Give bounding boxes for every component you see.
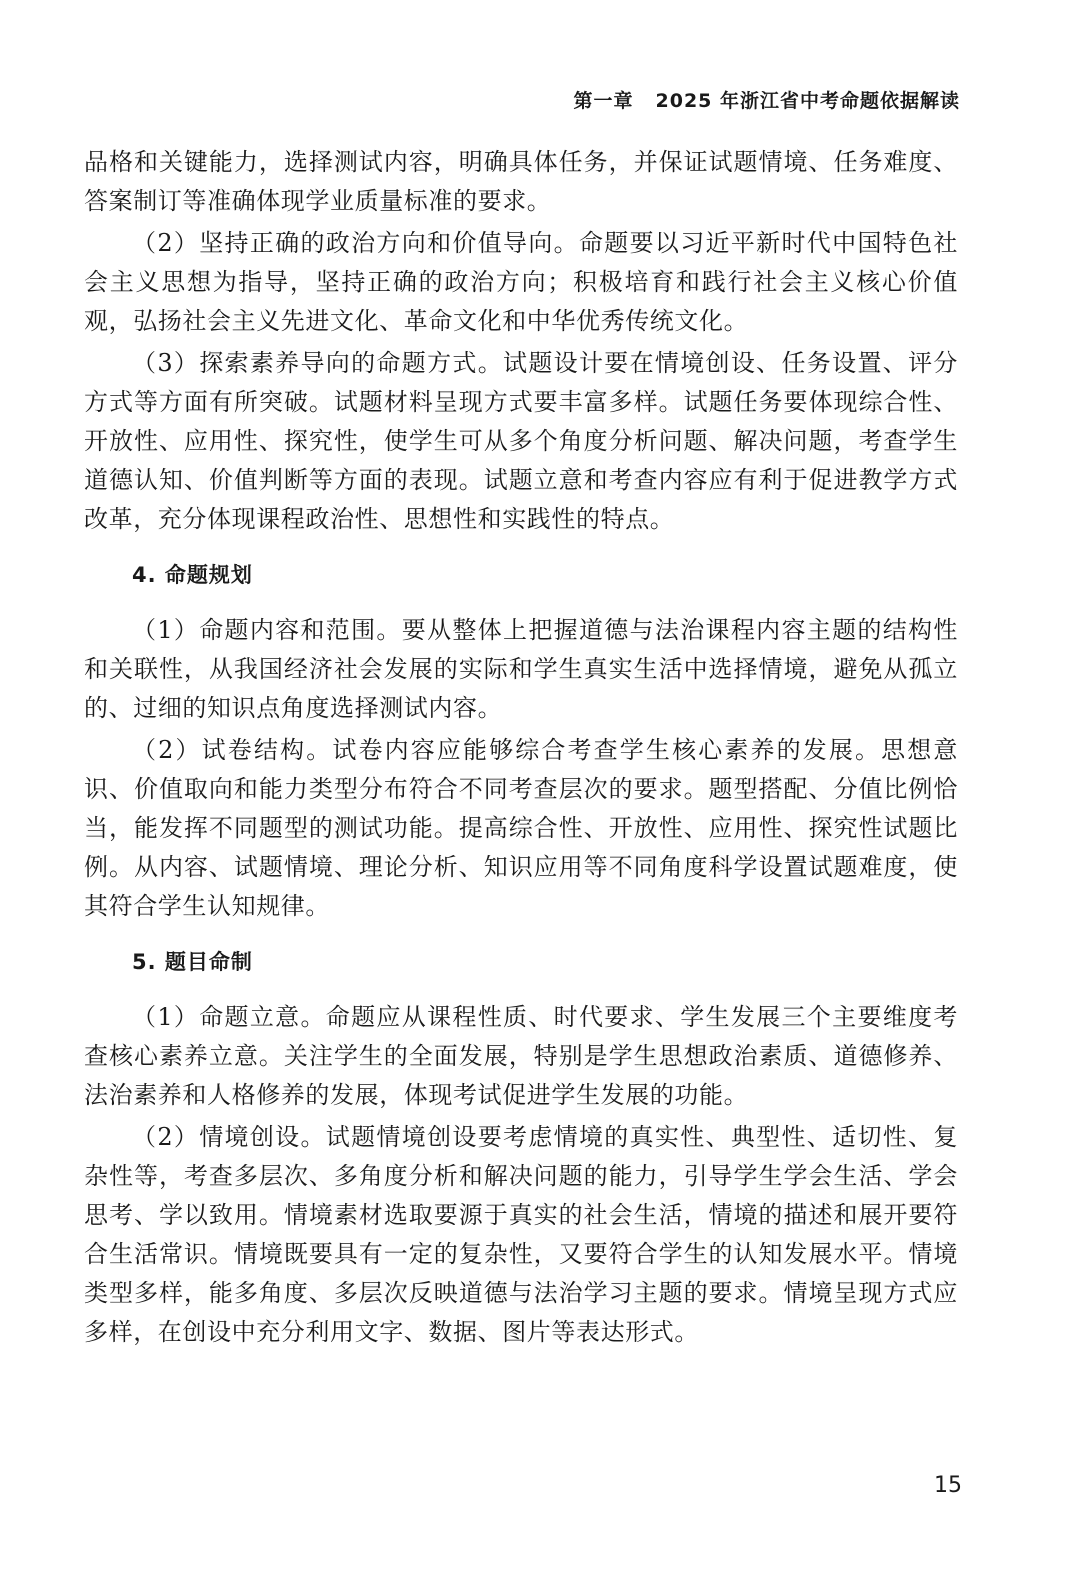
page-number: 15 (934, 1473, 962, 1498)
paragraph-literacy-oriented: （3）探索素养导向的命题方式。试题设计要在情境创设、任务设置、评分方式等方面有所突破。试题材料呈现方式要丰富多样。试题任务要体现综合性、开放性、应用性、探究性，使学生可从多个角度分析问题、解决问题，考查学生道德认知、价值判断等方面的表现。试题立意和考查内容应有利于促进教学方式改革，充分体现课程政治性、思想性和实践性的特点。 (84, 349, 958, 533)
paragraph-paper-structure: （2）试卷结构。试卷内容应能够综合考查学生核心素养的发展。思想意识、价值取向和能力类型分布符合不同考查层次的要求。题型搭配、分值比例恰当，能发挥不同题型的测试功能。提高综合性、开放性、应用性、探究性试题比例。从内容、试题情境、理论分析、知识应用等不同角度科学设置试题难度，使其符合学生认知规律。 (84, 736, 958, 920)
running-header (573, 86, 960, 113)
paragraph-content-scope: （1）命题内容和范围。要从整体上把握道德与法治课程内容主题的结构性和关联性，从我国经济社会发展的实际和学生真实生活中选择情境，避免从孤立的、过细的知识点角度选择测试内容。 (84, 616, 958, 722)
chapter-label: 第一章 (573, 90, 634, 112)
section-heading-planning: 4. 命题规划 (132, 563, 253, 587)
page-body (84, 143, 958, 1355)
chapter-title: 2025 年浙江省中考命题依据解读 (655, 90, 960, 112)
paragraph-context-creation: （2）情境创设。试题情境创设要考虑情境的真实性、典型性、适切性、复杂性等，考查多层次、多角度分析和解决问题的能力，引导学生学会生活、学会思考、学以致用。情境素材选取要源于真实的社会生活，情境的描述和展开要符合生活常识。情境既要具有一定的复杂性，又要符合学生的认知发展水平。情境类型多样，能多角度、多层次反映道德与法治学习主题的要求。情境呈现方式应多样，在创设中充分利用文字、数据、图片等表达形式。 (84, 1123, 958, 1346)
paragraph-continuation: 品格和关键能力，选择测试内容，明确具体任务，并保证试题情境、任务难度、答案制订等准确体现学业质量标准的要求。 (84, 148, 958, 215)
paragraph-political-direction: （2）坚持正确的政治方向和价值导向。命题要以习近平新时代中国特色社会主义思想为指导，坚持正确的政治方向；积极培育和践行社会主义核心价值观，弘扬社会主义先进文化、革命文化和中华优秀传统文化。 (84, 229, 958, 335)
paragraph-item-intent: （1）命题立意。命题应从课程性质、时代要求、学生发展三个主要维度考查核心素养立意。关注学生的全面发展，特别是学生思想政治素质、道德修养、法治素养和人格修养的发展，体现考试促进学生发展的功能。 (84, 1003, 958, 1109)
section-heading-item-writing: 5. 题目命制 (132, 950, 253, 974)
